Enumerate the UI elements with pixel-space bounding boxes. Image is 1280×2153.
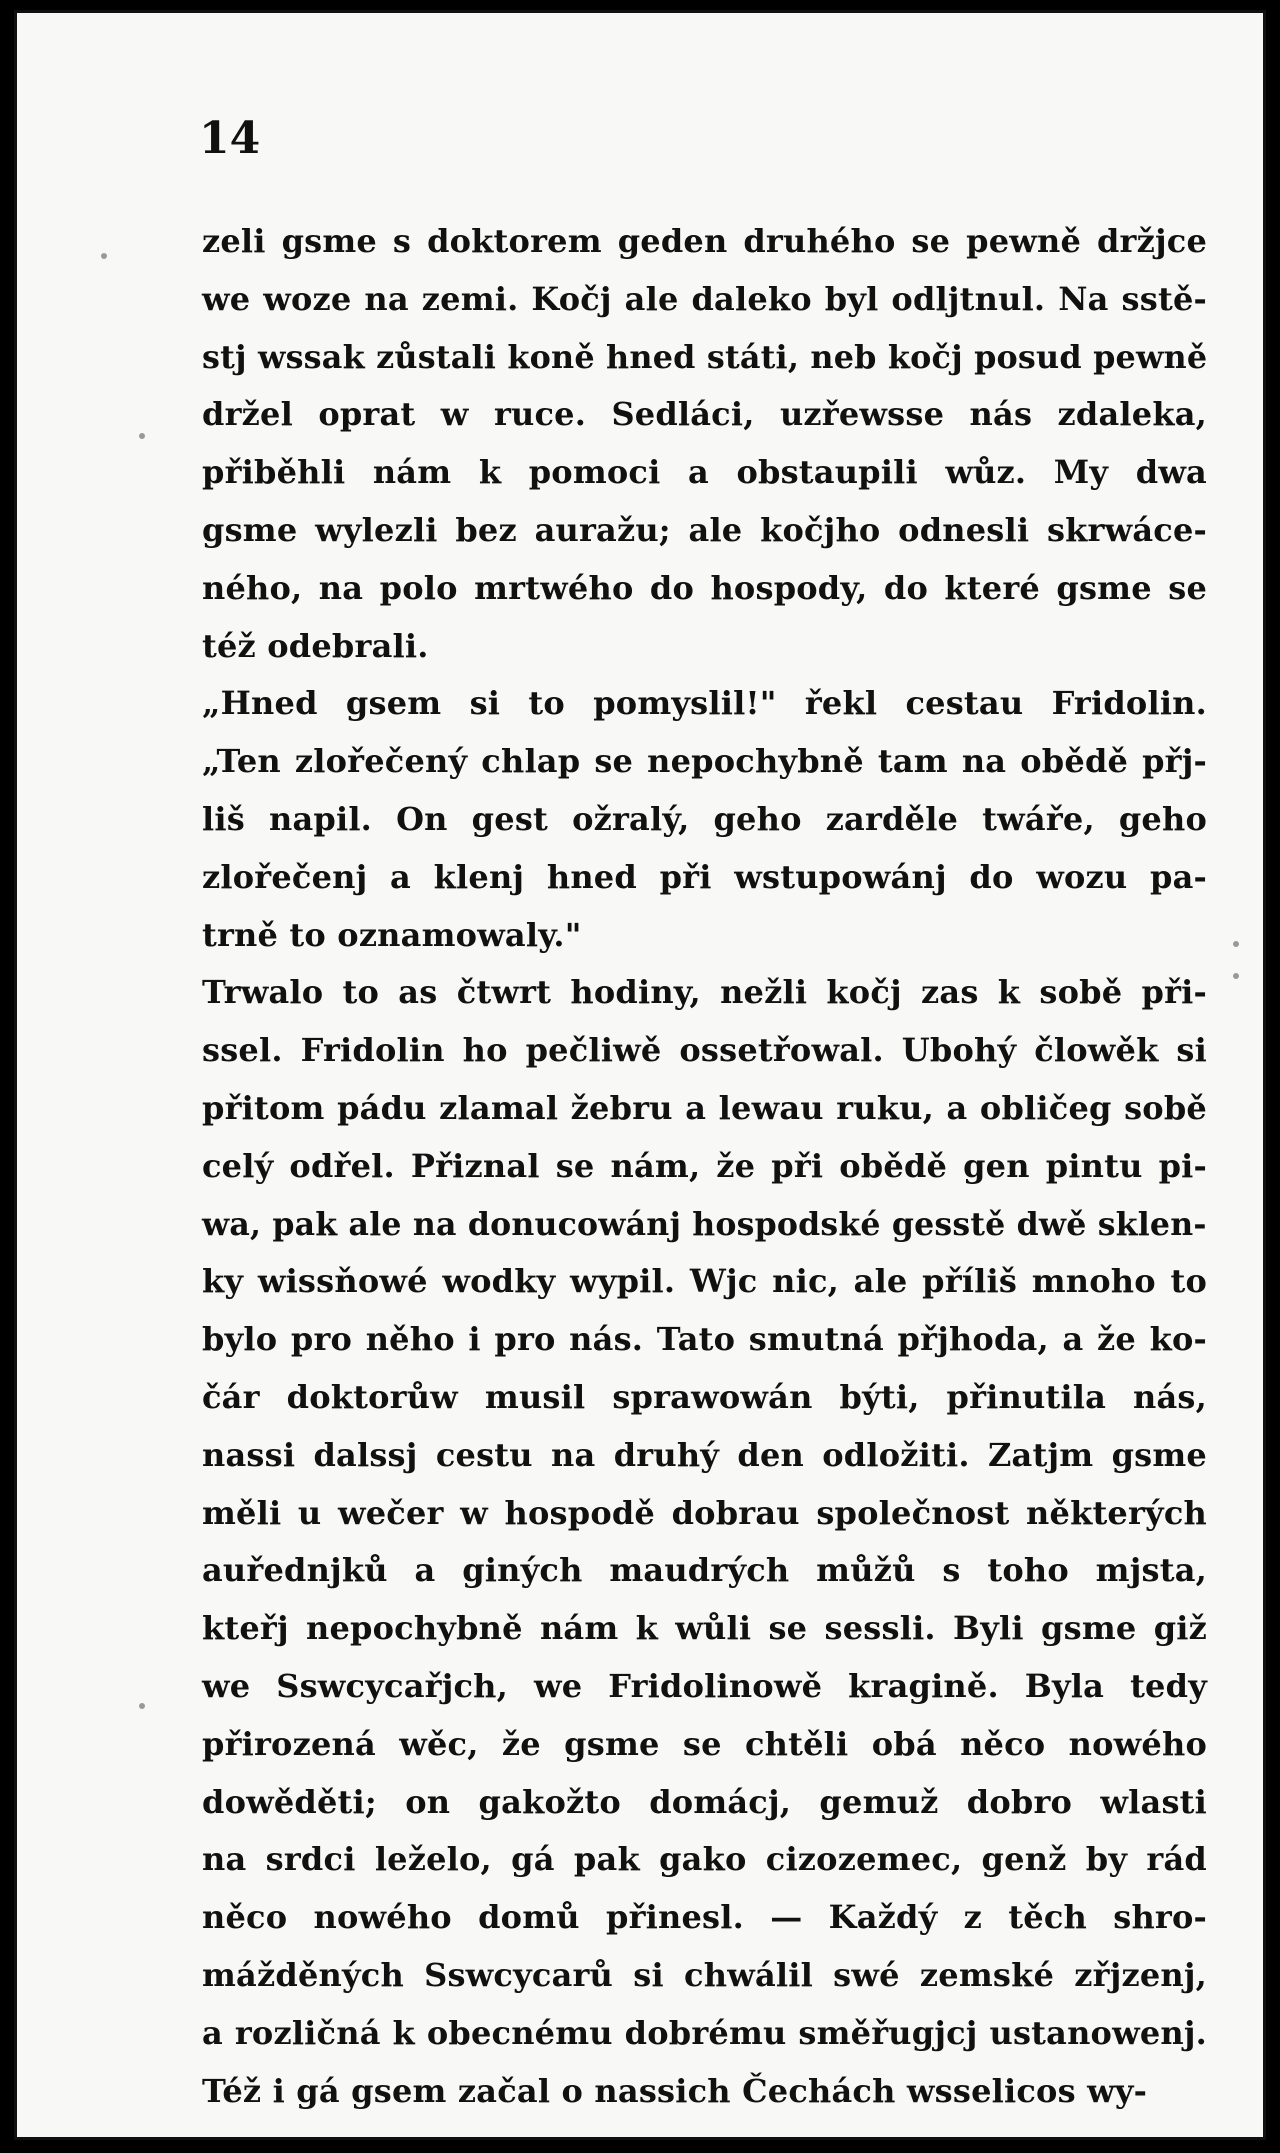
text-line: nassi dalssj cestu na druhý den odložiti. Zatjm gsme	[202, 1435, 1207, 1474]
text-line: „Hned gsem si to pomyslil!" řekl cestau Fridolin.	[202, 684, 1207, 723]
text-line: na srdci leželo, gá pak gako cizozemec, genž by rád	[202, 1840, 1207, 1879]
text-line: ssel. Fridolin ho pečliwě ossetřowal. Ubohý člowěk si	[202, 1031, 1207, 1070]
text-line: dowěděti; on gakožto domácj, gemuž dobro wlasti	[202, 1782, 1207, 1821]
text-line: Též i gá gsem začal o nassich Čechách wsselicos wy-	[202, 2071, 1148, 2110]
paper-speck	[139, 433, 145, 439]
paper-speck	[1233, 973, 1239, 979]
text-line: we Sswcycařjch, we Fridolinowě kragině. Byla tedy	[202, 1666, 1207, 1705]
page-number: 14	[199, 113, 261, 164]
text-line: kteřj nepochybně nám k wůli se sessli. Byli gsme giž	[202, 1609, 1207, 1648]
text-line: stj wssak zůstali koně hned státi, neb kočj posud pewně	[202, 337, 1208, 376]
paper-speck	[139, 1703, 145, 1709]
text-line: wa, pak ale na donucowánj hospodské gesstě dwě sklen-	[202, 1204, 1207, 1243]
text-line: zlořečenj a klenj hned při wstupowánj do wozu pa-	[202, 857, 1207, 896]
text-line: liš napil. On gest ožralý, geho zarděle twáře, geho	[202, 799, 1207, 838]
text-line: trně to oznamowaly."	[202, 915, 582, 954]
text-line: ného, na polo mrtwého do hospody, do které gsme se	[202, 568, 1207, 607]
book-page	[14, 10, 1266, 2140]
text-line: mážděných Sswcycarů si chwálil swé zemské zřjzenj,	[202, 1955, 1207, 1994]
text-line: zeli gsme s doktorem geden druhého se pewně držjce	[202, 222, 1207, 260]
text-line: držel oprat w ruce. Sedláci, uzřewsse nás zdaleka,	[202, 395, 1207, 434]
body-text	[202, 213, 1207, 2120]
paper-speck	[101, 253, 107, 259]
text-line: měli u wečer w hospodě dobrau společnost některých	[202, 1493, 1207, 1532]
text-line: něco nowého domů přinesl. — Každý z těch shro-	[202, 1898, 1207, 1937]
text-line: „Ten zlořečený chlap se nepochybně tam na obědě přj-	[202, 742, 1207, 781]
text-line: přitom pádu zlamal žebru a lewau ruku, a obličeg sobě	[202, 1088, 1207, 1127]
paper-speck	[1233, 941, 1239, 947]
text-line: ky wissňowé wodky wypil. Wjc nic, ale příliš mnoho to	[202, 1262, 1207, 1301]
text-line: čár doktorůw musil sprawowán býti, přinutila nás,	[202, 1377, 1207, 1416]
text-line: přiběhli nám k pomoci a obstaupili wůz. My dwa	[202, 453, 1207, 492]
text-line: gsme wylezli bez auražu; ale kočjho odnesli skrwáce-	[202, 510, 1207, 549]
text-line: celý odřel. Přiznal se nám, že při obědě gen pintu pi-	[202, 1146, 1207, 1185]
text-line: auřednjků a giných maudrých můžů s toho mjsta,	[202, 1551, 1207, 1590]
text-line: we woze na zemi. Kočj ale daleko byl odljtnul. Na sstě-	[202, 279, 1207, 318]
text-line: bylo pro něho i pro nás. Tato smutná přjhoda, a že ko-	[202, 1320, 1207, 1359]
text-line: též odebrali.	[202, 626, 429, 665]
text-line: přirozená wěc, že gsme se chtěli obá něco nowého	[202, 1724, 1207, 1763]
text-line: a rozličná k obecnému dobrému směřugjcj ustanowenj.	[202, 2013, 1207, 2052]
text-line: Trwalo to as čtwrt hodiny, nežli kočj zas k sobě při-	[202, 973, 1207, 1012]
